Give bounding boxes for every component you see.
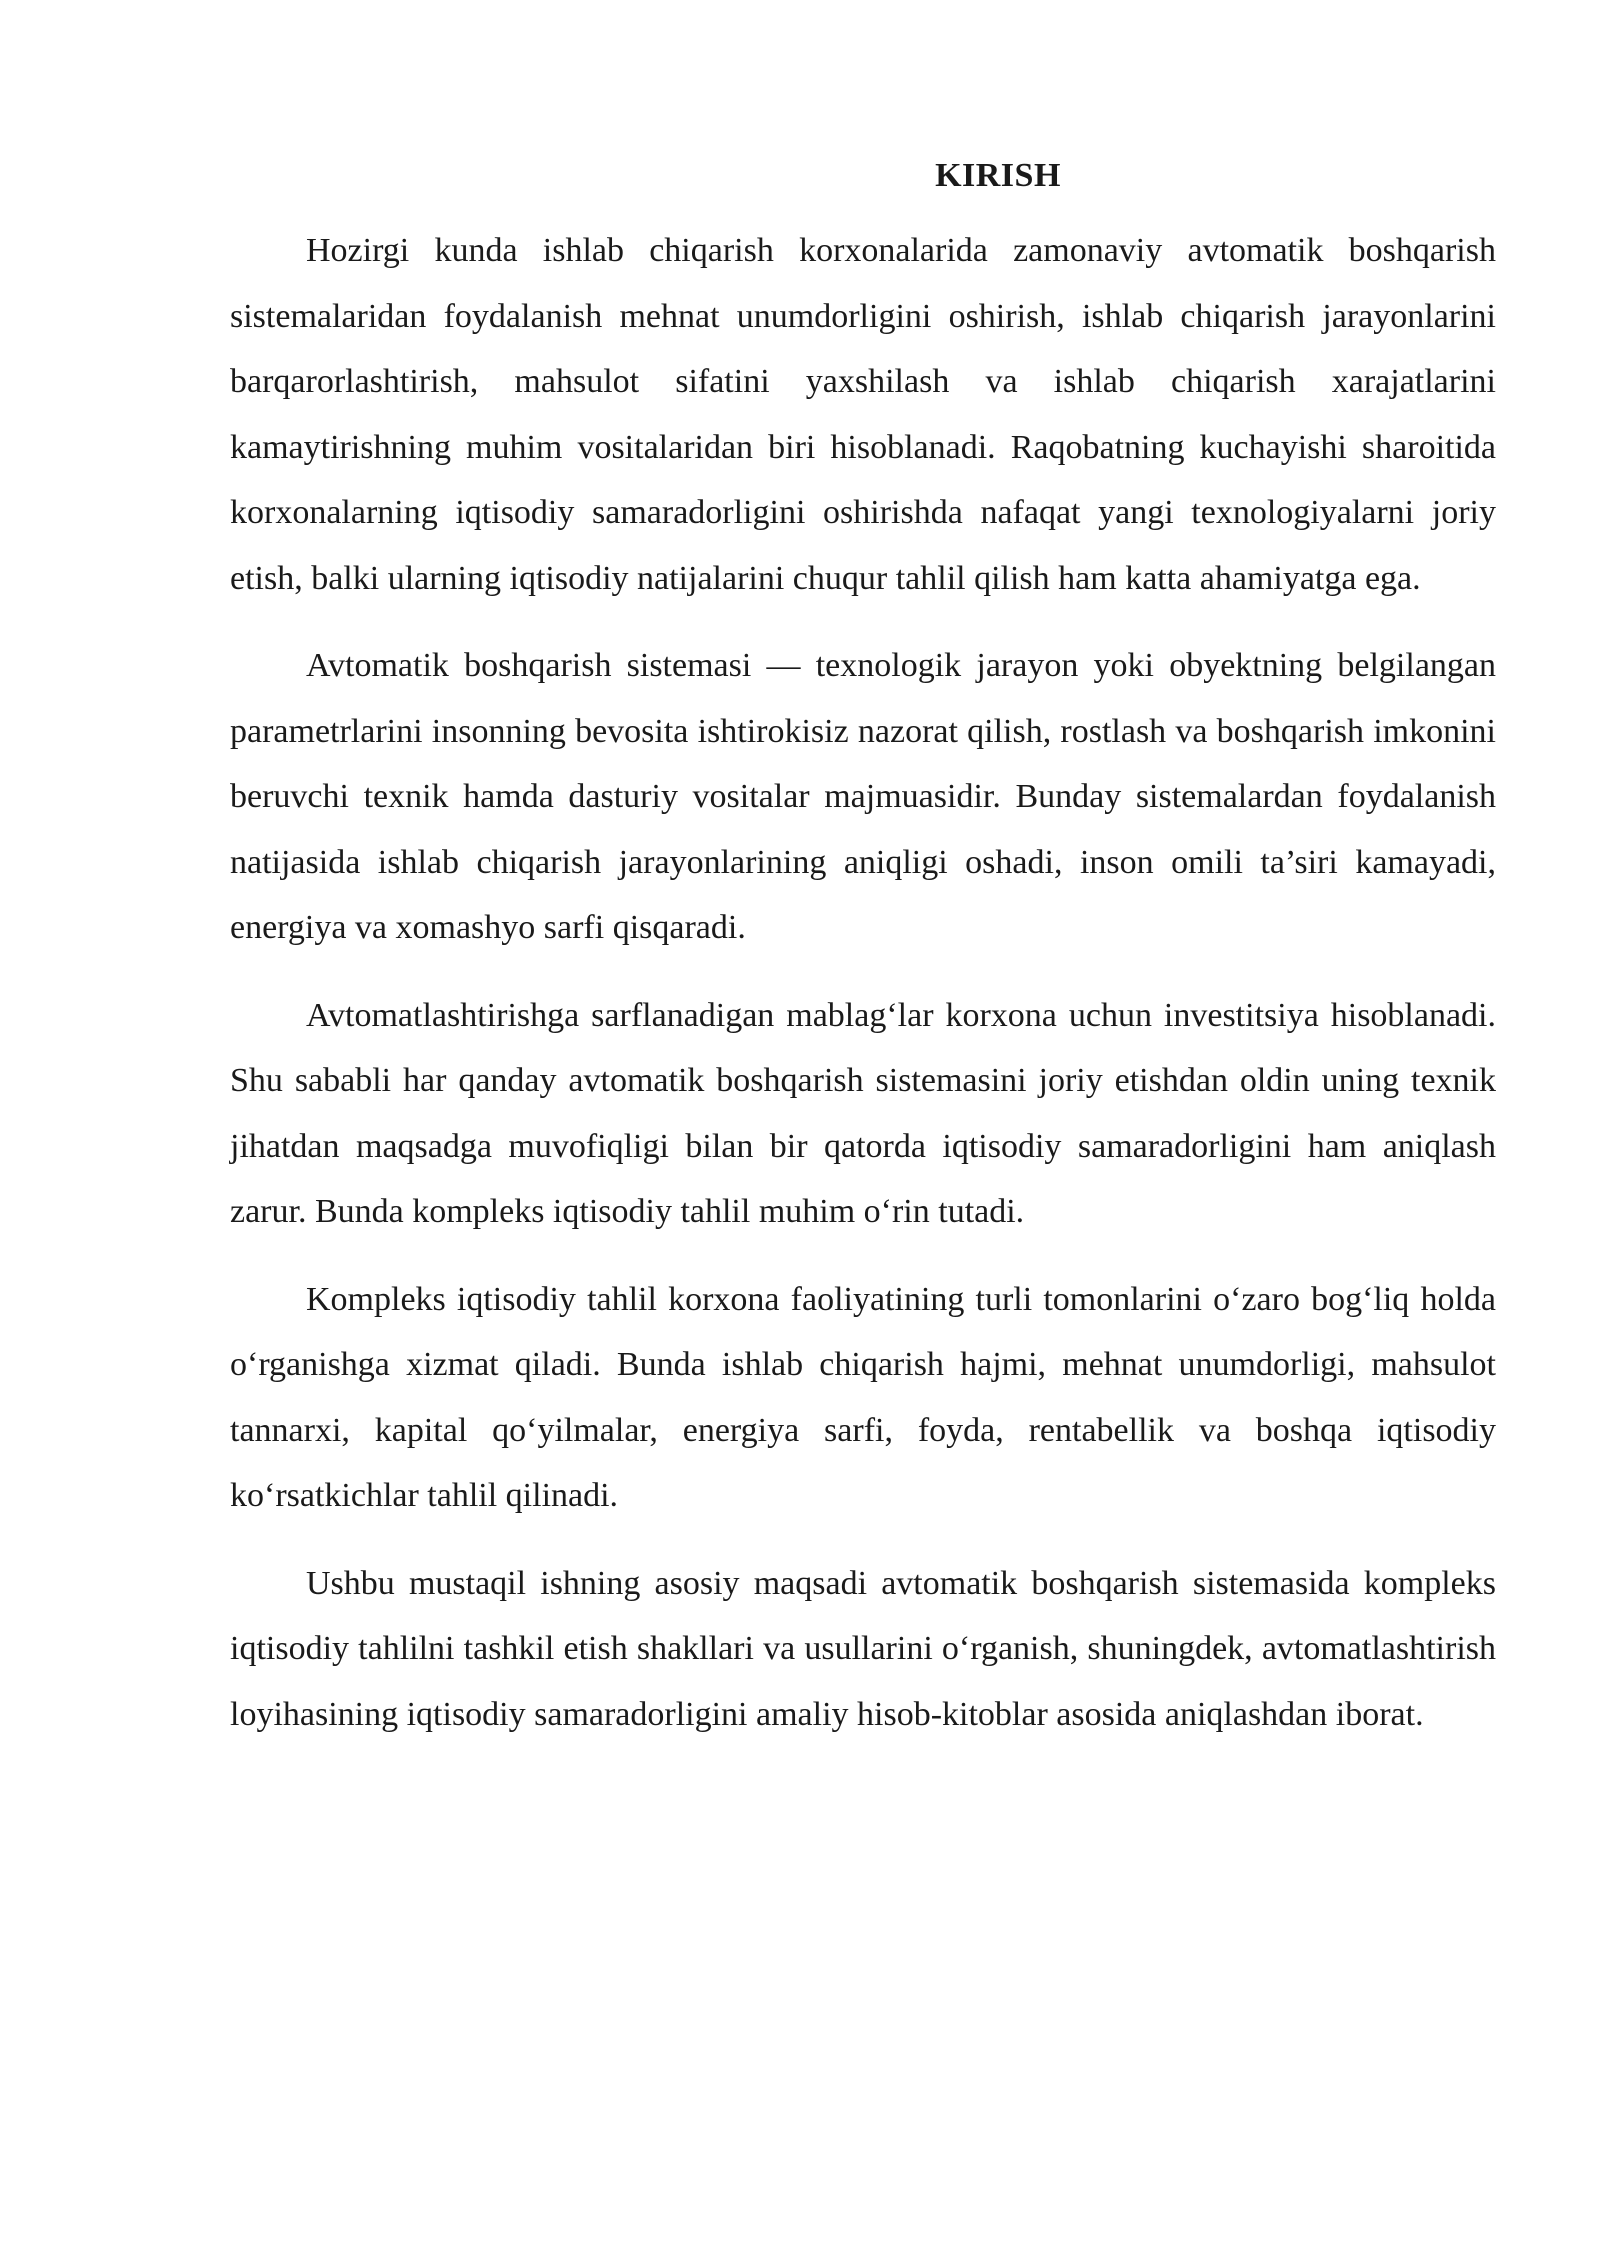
paragraph-5: Ushbu mustaqil ishning asosiy maqsadi avtomatik boshqarish sistemasida kompleks iqtisodiy tahlilni tashkil etish shakllari va usullarini o‘rganish, shuningdek, avtomatlashtirish loyihasining iqtisodiy samaradorligini amaliy hisob-kitoblar asosida aniqlashdan iborat. [230,1564,1496,1733]
paragraph-1: Hozirgi kunda ishlab chiqarish korxonalarida zamonaviy avtomatik boshqarish sistemalaridan foydalanish mehnat unumdorligini oshirish, ishlab chiqarish jarayonlarini barqarorlashtirish, mahsulot sifatini yaxshilash va ishlab chiqarish xarajatlarini kamaytirishning muhim vositalaridan biri hisoblanadi. Raqobatning kuchayishi sharoitida korxonalarning iqtisodiy samaradorligini oshirishda nafaqat yangi texnologiyalarni joriy etish, balki ularning iqtisodiy natijalarini chuqur tahlil qilish ham katta ahamiyatga ega. [230,232,1496,597]
document-body [230,146,1496,1769]
paragraph-2: Avtomatik boshqarish sistemasi — texnologik jarayon yoki obyektning belgilangan parametrlarini insonning bevosita ishtirokisiz nazorat qilish, rostlash va boshqarish imkonini beruvchi texnik hamda dasturiy vositalar majmuasidir. Bunday sistemalardan foydalanish natijasida ishlab chiqarish jarayonlarining aniqligi oshadi, inson omili ta’siri kamayadi, energiya va xomashyo sarfi qisqaradi. [230,647,1496,946]
section-heading: KIRISH [935,157,1061,194]
paragraph-4: Kompleks iqtisodiy tahlil korxona faoliyatining turli tomonlarini o‘zaro bog‘liq holda o‘rganishga xizmat qiladi. Bunda ishlab chiqarish hajmi, mehnat unumdorligi, mahsulot tannarxi, kapital qo‘yilmalar, energiya sarfi, foyda, rentabellik va boshqa iqtisodiy ko‘rsatkichlar tahlil qilinadi. [230,1280,1496,1514]
paragraph-3: Avtomatlashtirishga sarflanadigan mablag‘lar korxona uchun investitsiya hisoblanadi. Shu sababli har qanday avtomatik boshqarish sistemasini joriy etishdan oldin uning texnik jihatdan maqsadga muvofiqligi bilan bir qatorda iqtisodiy samaradorligini ham aniqlash zarur. Bunda kompleks iqtisodiy tahlil muhim o‘rin tutadi. [230,996,1496,1230]
